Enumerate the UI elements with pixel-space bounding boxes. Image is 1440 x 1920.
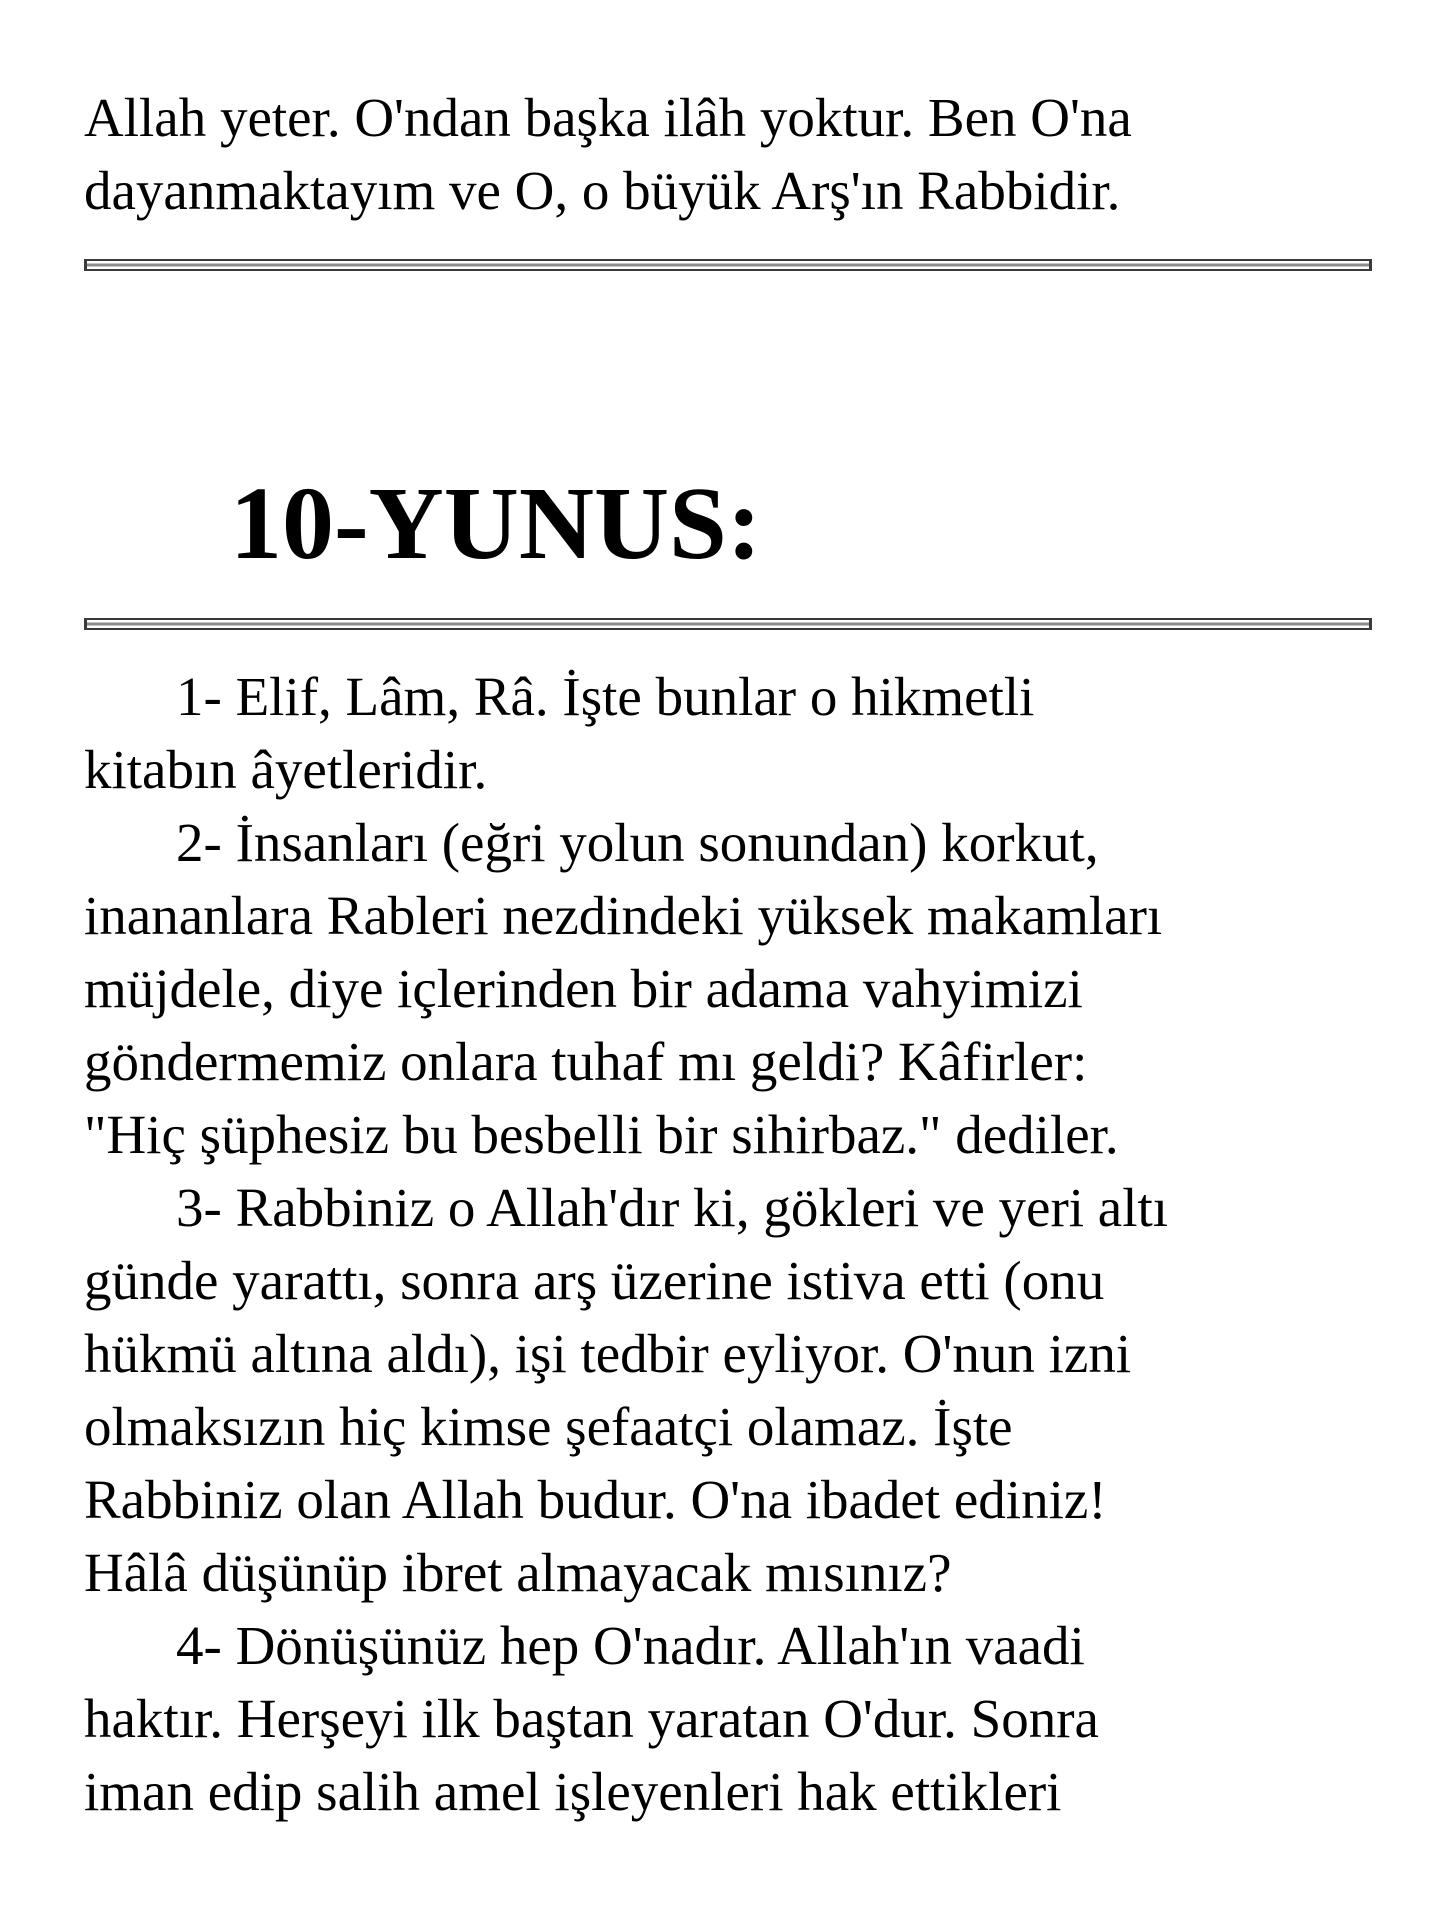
verse-line: iman edip salih amel işleyenleri hak ettikleri	[84, 1761, 1062, 1822]
verses-body	[84, 660, 1384, 1828]
intro-line: dayanmaktayım ve O, o büyük Arş'ın Rabbidir.	[84, 160, 1121, 221]
verse-line: inananlara Rableri nezdindeki yüksek makamları	[84, 885, 1163, 946]
verse-3-start: 3- Rabbiniz o Allah'dır ki, gökleri ve yeri altı	[176, 1177, 1169, 1238]
verse-line: "Hiç şüphesiz bu besbelli bir sihirbaz." dediler.	[84, 1104, 1119, 1165]
verse-line: günde yarattı, sonra arş üzerine istiva etti (onu	[84, 1250, 1105, 1311]
verse-2-start: 2- İnsanları (eğri yolun sonundan) korkut,	[176, 812, 1099, 873]
verse-line: müjdele, diye içlerinden bir adama vahyimizi	[84, 958, 1083, 1019]
verse-line: kitabın âyetleridir.	[84, 739, 488, 800]
verse-4-start: 4- Dönüşünüz hep O'nadır. Allah'ın vaadi	[176, 1615, 1085, 1676]
surah-heading: 10-YUNUS:	[230, 466, 762, 581]
verse-line: Hâlâ düşünüp ibret almayacak mısınız?	[84, 1542, 952, 1603]
verse-line: hükmü altına aldı), işi tedbir eyliyor. O'nun izni	[84, 1323, 1132, 1384]
verse-line: Rabbiniz olan Allah budur. O'na ibadet ediniz!	[84, 1469, 1107, 1530]
heading-divider	[84, 618, 1372, 630]
verse-line: olmaksızın hiç kimse şefaatçi olamaz. İşte	[84, 1396, 1013, 1457]
intro-paragraph	[84, 81, 1384, 227]
section-divider	[84, 259, 1372, 271]
intro-line: Allah yeter. O'ndan başka ilâh yoktur. Ben O'na	[84, 87, 1132, 148]
verse-line: göndermemiz onlara tuhaf mı geldi? Kâfirler:	[84, 1031, 1088, 1092]
verse-line: haktır. Herşeyi ilk baştan yaratan O'dur. Sonra	[84, 1688, 1099, 1749]
verse-1-start: 1- Elif, Lâm, Râ. İşte bunlar o hikmetli	[176, 666, 1035, 727]
